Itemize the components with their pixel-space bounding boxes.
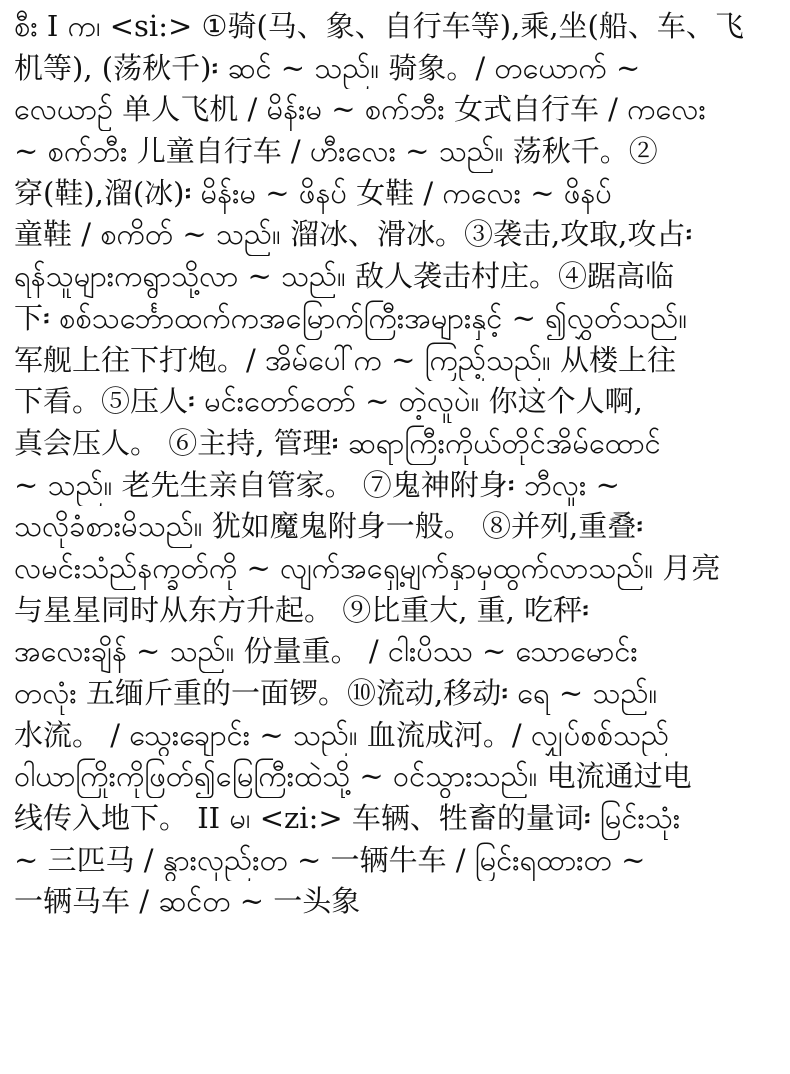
entry-line-10: 下看。⑤压人፡ မင်းတော်တော် ~ တဲ့လူပဲ။ 你这个人啊, <box>14 384 643 419</box>
entry-line-19: ဝါယာကြိုးကိုဖြတ်၍မြေကြီးထဲသို့ ~ ဝင်သွားသည်။ 电流通过电 <box>14 759 692 794</box>
entry-line-9: 军舰上往下打炮。/ အိမ်ပေါ်က ~ ကြည့်သည်။ 从楼上往 <box>14 342 677 377</box>
entry-line-4: ~ စက်ဘီး 儿童自行车 / ဟီးလေး ~ သည်။ 荡秋千。② <box>14 134 658 169</box>
entry-line-13: သလိုခံစားမိသည်။ 犹如魔鬼附身一般。 ⑧并列,重叠፡ <box>14 509 644 544</box>
entry-line-14: လမင်းသံည်နက္ခတ်ကို ~ လျက်အရှေ့မျက်နှာမှထွက်လာသည်။ 月亮 <box>14 550 721 585</box>
entry-line-17: တလုံး 五缅斤重的一面锣。⑩流动,移动፡ ရေ ~ သည်။ <box>14 676 658 710</box>
entry-line-3: လေယာဉ် 单人飞机 / မိန်းမ ~ စက်ဘီး 女式自行车 / ကလေး <box>14 92 706 127</box>
entry-line-11: 真会压人。 ⑥主持, 管理፡ ဆရာကြီးကိုယ်တိုင်အိမ်ထောင် <box>14 425 661 460</box>
entry-line-21: ~ 三匹马 / နွားလှည်းတ ~ 一辆牛车 / မြင်းရထားတ ~ <box>14 842 646 877</box>
entry-line-22: 一辆马车 / ဆင်တ ~ 一头象 <box>14 884 361 919</box>
entry-line-6: 童鞋 / စကိတ် ~ သည်။ 溜冰、滑冰。③袭击,攻取,攻占፡ <box>14 217 693 252</box>
dictionary-entry <box>14 6 780 923</box>
entry-line-1: စီး I က၊ <si:> ①骑(马、象、自行车等),乘,坐(船、车、飞 <box>14 9 744 43</box>
entry-line-18: 水流。 / သွေးချောင်း ~ သည်။ 血流成河。/ လျှပ်စစ်သည် <box>14 717 670 752</box>
entry-line-5: 穿(鞋),溜(冰)፡ မိန်းမ ~ ဖိနပ် 女鞋 / ကလေး ~ ဖိနပ် <box>14 175 612 210</box>
entry-line-16: အလေးချိန် ~ သည်။ 份量重。 / ငါးပိဿ ~ သောမောင်း <box>14 634 638 669</box>
entry-line-12: ~ သည်။ 老先生亲自管家。 ⑦鬼神附身፡ ဘီလူး ~ <box>14 467 620 502</box>
entry-line-7: ရန်သူများကရွာသို့လာ ~ သည်။ 敌人袭击村庄。④踞高临 <box>14 259 675 294</box>
entry-line-8: 下፡ စစ်သင်္ဘောထက်ကအမြောက်ကြီးအများနှင့် ~ ၍လွှတ်သည်။ <box>14 300 688 335</box>
entry-line-2: 机等), (荡秋千)፡ ဆင် ~ သည်။ 骑象。/ တယောက် ~ <box>14 50 641 85</box>
entry-line-15: 与星星同时从东方升起。 ⑨比重大, 重, 吃秤፡ <box>14 592 589 627</box>
entry-line-20: 线传入地下。 II မ၊ <zi:> 车辆、牲畜的量词፡ မြင်းသုံး <box>14 801 681 836</box>
